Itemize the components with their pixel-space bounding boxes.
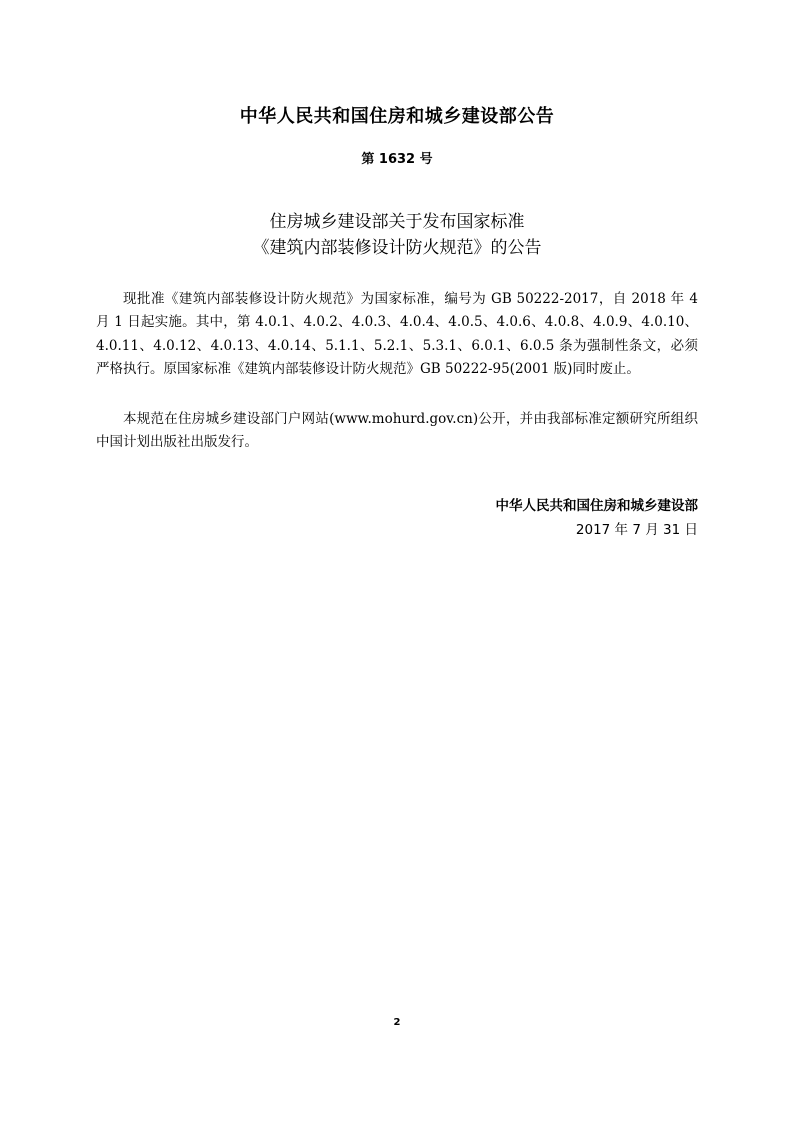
subject-line-2: 《建筑内部装修设计防火规范》的公告 [252,238,542,258]
body-paragraph-1: 现批准《建筑内部装修设计防火规范》为国家标准，编号为 GB 50222-2017，自 2018 年 4 月 1 日起实施。其中，第 4.0.1、4.0.2、4.0.3、4.0.4、4.0.5、4.0.6、4.0.8、4.0.9、4.0.10、4.0.11、4.0.12、4.0.13、4.0.14、5.1.1、5.2.1、5.3.1、6.0.1、6.0.5 条为强制性条文，必须严格执行。原国家标准《建筑内部装修设计防火规范》GB 50222-95(2001 版)同时废止。 [96,291,698,377]
body-paragraph-2: 本规范在住房城乡建设部门户网站(www.mohurd.gov.cn)公开，并由我部标准定额研究所组织中国计划出版社出版发行。 [96,411,698,451]
announcement-title: 中华人民共和国住房和城乡建设部公告 [239,106,555,127]
announcement-number: 第 1632 号 [361,152,433,167]
body-paragraph-1-container [96,288,698,381]
subject-line-1: 住房城乡建设部关于发布国家标准 [269,212,525,232]
signature-date: 2017 年 7 月 31 日 [575,522,698,538]
body-paragraph-2-container [96,408,698,455]
page-number: 2 [393,1017,401,1028]
signature-organization: 中华人民共和国住房和城乡建设部 [495,498,698,514]
